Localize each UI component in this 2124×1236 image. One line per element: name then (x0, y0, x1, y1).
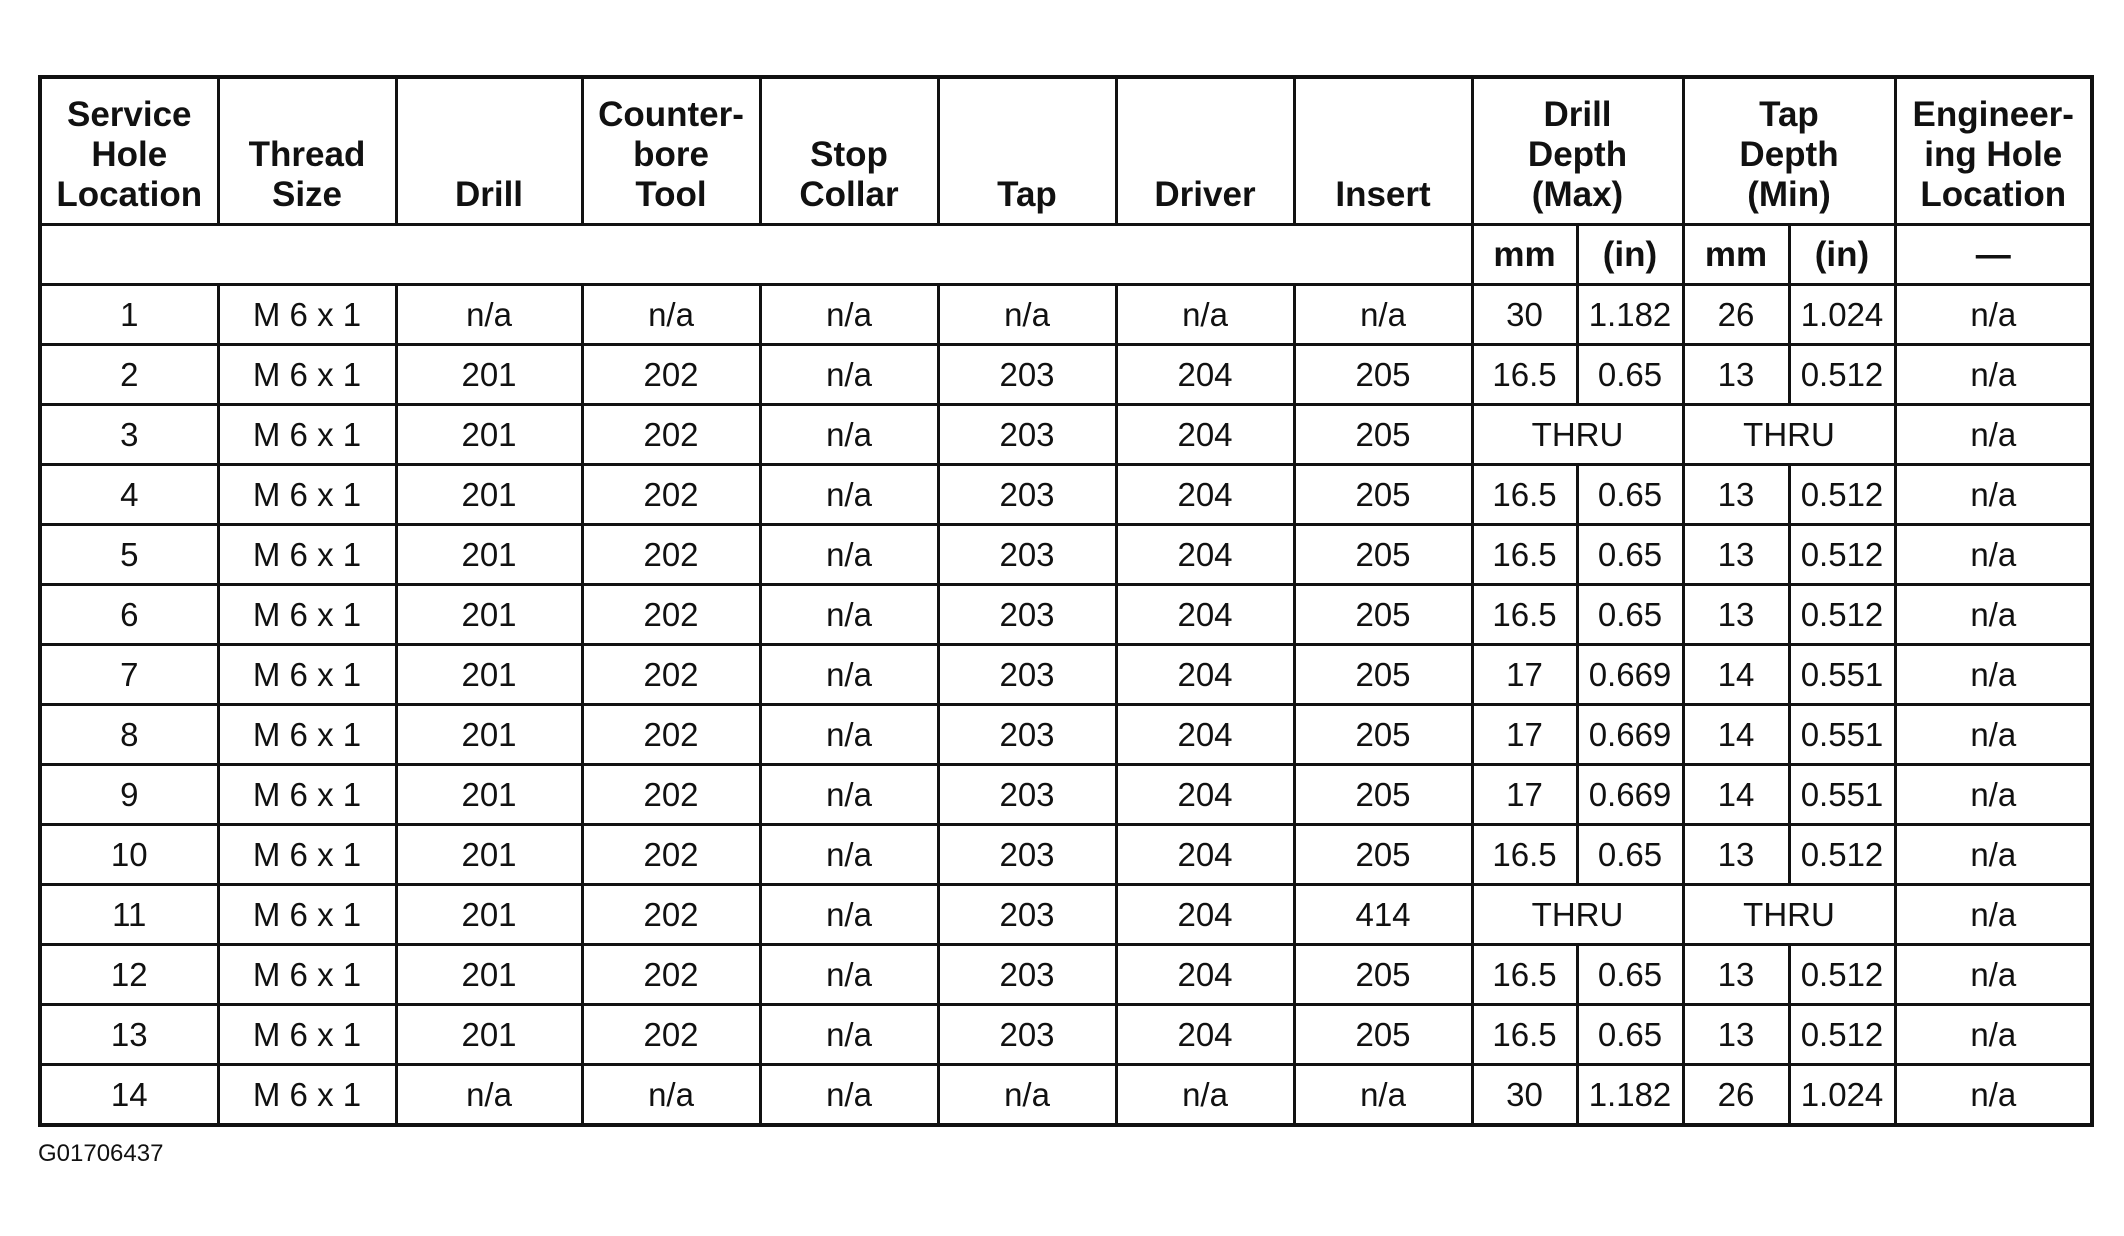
drill-cell: 201 (396, 945, 582, 1005)
driver-cell: 204 (1116, 525, 1294, 585)
stop-collar-cell: n/a (760, 405, 938, 465)
counterbore-tool-cell: n/a (582, 285, 760, 345)
tap-depth-mm-cell: 13 (1683, 945, 1789, 1005)
engineering-hole-location-cell: n/a (1895, 825, 2092, 885)
driver-cell: 204 (1116, 705, 1294, 765)
engineering-hole-location-cell: n/a (1895, 285, 2092, 345)
tap-cell: n/a (938, 1065, 1116, 1126)
engineering-hole-unit (1895, 225, 2092, 285)
drill-depth-mm-cell: 16.5 (1472, 525, 1577, 585)
drill-depth-in-cell: 1.182 (1577, 1065, 1683, 1126)
drill-depth-mm-cell: 16.5 (1472, 345, 1577, 405)
drill-cell: 201 (396, 345, 582, 405)
column-header-engineering-hole-location: Engineer- ing Hole Location (1895, 77, 2092, 225)
header-row (40, 77, 2092, 225)
insert-cell: 205 (1294, 1005, 1472, 1065)
drill-depth-mm-cell: 30 (1472, 285, 1577, 345)
tap-depth-mm-cell: 13 (1683, 825, 1789, 885)
drill-depth-mm-cell: 17 (1472, 645, 1577, 705)
insert-cell: n/a (1294, 1065, 1472, 1126)
insert-cell: 205 (1294, 525, 1472, 585)
service-hole-location-cell: 5 (40, 525, 218, 585)
drill-depth-in-cell: 0.669 (1577, 765, 1683, 825)
stop-collar-cell: n/a (760, 525, 938, 585)
thread-size-cell: M 6 x 1 (218, 585, 396, 645)
service-hole-spec-table (38, 75, 2094, 1127)
drill-depth-mm-cell: 16.5 (1472, 585, 1577, 645)
drill-cell: 201 (396, 1005, 582, 1065)
thread-size-cell: M 6 x 1 (218, 405, 396, 465)
stop-collar-cell: n/a (760, 885, 938, 945)
counterbore-tool-cell: n/a (582, 1065, 760, 1126)
tap-depth-in-cell: 0.512 (1789, 1005, 1895, 1065)
thread-size-cell: M 6 x 1 (218, 765, 396, 825)
tap-cell: 203 (938, 825, 1116, 885)
counterbore-tool-cell: 202 (582, 765, 760, 825)
drill-cell: 201 (396, 705, 582, 765)
counterbore-tool-cell: 202 (582, 585, 760, 645)
column-header-service-hole-location: Service Hole Location (40, 77, 218, 225)
tap-cell: 203 (938, 885, 1116, 945)
drill-depth-in-cell: 0.65 (1577, 525, 1683, 585)
tap-depth-mm-cell: 14 (1683, 765, 1789, 825)
stop-collar-cell: n/a (760, 345, 938, 405)
thread-size-cell: M 6 x 1 (218, 645, 396, 705)
drill-depth-thru-cell: THRU (1472, 405, 1683, 465)
counterbore-tool-cell: 202 (582, 525, 760, 585)
table-row (40, 645, 2092, 705)
driver-cell: 204 (1116, 465, 1294, 525)
table-row (40, 1065, 2092, 1126)
counterbore-tool-cell: 202 (582, 1005, 760, 1065)
tap-depth-in-cell: 1.024 (1789, 285, 1895, 345)
tap-depth-mm-cell: 14 (1683, 645, 1789, 705)
counterbore-tool-cell: 202 (582, 345, 760, 405)
table-row (40, 525, 2092, 585)
table-row (40, 885, 2092, 945)
units-row (40, 225, 2092, 285)
drill-depth-mm-unit: mm (1472, 225, 1577, 285)
units-row-blank-cell (40, 225, 1472, 285)
thread-size-cell: M 6 x 1 (218, 525, 396, 585)
thread-size-cell: M 6 x 1 (218, 465, 396, 525)
service-hole-location-cell: 3 (40, 405, 218, 465)
tap-cell: 203 (938, 705, 1116, 765)
column-header-tap: Tap (938, 77, 1116, 225)
drill-cell: 201 (396, 885, 582, 945)
tap-depth-thru-cell: THRU (1683, 885, 1895, 945)
counterbore-tool-cell: 202 (582, 645, 760, 705)
tap-depth-mm-cell: 13 (1683, 345, 1789, 405)
driver-cell: 204 (1116, 345, 1294, 405)
engineering-hole-location-cell: n/a (1895, 585, 2092, 645)
drill-depth-in-cell: 0.65 (1577, 825, 1683, 885)
drill-cell: 201 (396, 825, 582, 885)
drill-cell: 201 (396, 585, 582, 645)
tap-cell: 203 (938, 645, 1116, 705)
stop-collar-cell: n/a (760, 945, 938, 1005)
service-hole-location-cell: 9 (40, 765, 218, 825)
drill-depth-mm-cell: 16.5 (1472, 945, 1577, 1005)
insert-cell: 205 (1294, 645, 1472, 705)
driver-cell: 204 (1116, 765, 1294, 825)
engineering-hole-location-cell: n/a (1895, 885, 2092, 945)
tap-depth-in-cell: 0.551 (1789, 765, 1895, 825)
column-header-drill-depth-max: Drill Depth (Max) (1472, 77, 1683, 225)
insert-cell: 205 (1294, 345, 1472, 405)
thread-size-cell: M 6 x 1 (218, 705, 396, 765)
tap-depth-in-cell: 0.551 (1789, 705, 1895, 765)
counterbore-tool-cell: 202 (582, 825, 760, 885)
column-header-thread-size: Thread Size (218, 77, 396, 225)
insert-cell: 205 (1294, 825, 1472, 885)
drill-depth-in-cell: 0.669 (1577, 645, 1683, 705)
stop-collar-cell: n/a (760, 705, 938, 765)
drill-cell: n/a (396, 285, 582, 345)
drill-cell: 201 (396, 465, 582, 525)
tap-cell: 203 (938, 405, 1116, 465)
tap-depth-mm-cell: 13 (1683, 1005, 1789, 1065)
insert-cell: 205 (1294, 465, 1472, 525)
tap-depth-in-unit: (in) (1789, 225, 1895, 285)
counterbore-tool-cell: 202 (582, 465, 760, 525)
tap-depth-mm-cell: 14 (1683, 705, 1789, 765)
drill-cell: 201 (396, 525, 582, 585)
tap-depth-in-cell: 0.512 (1789, 945, 1895, 1005)
insert-cell: 205 (1294, 705, 1472, 765)
column-header-drill: Drill (396, 77, 582, 225)
drill-cell: 201 (396, 765, 582, 825)
thread-size-cell: M 6 x 1 (218, 825, 396, 885)
drill-depth-mm-cell: 17 (1472, 765, 1577, 825)
tap-depth-mm-cell: 13 (1683, 465, 1789, 525)
driver-cell: n/a (1116, 1065, 1294, 1126)
driver-cell: 204 (1116, 825, 1294, 885)
insert-cell: 205 (1294, 405, 1472, 465)
tap-cell: 203 (938, 585, 1116, 645)
driver-cell: 204 (1116, 645, 1294, 705)
engineering-hole-location-cell: n/a (1895, 465, 2092, 525)
table-row (40, 465, 2092, 525)
counterbore-tool-cell: 202 (582, 885, 760, 945)
engineering-hole-location-cell: n/a (1895, 765, 2092, 825)
service-hole-location-cell: 10 (40, 825, 218, 885)
tap-cell: 203 (938, 525, 1116, 585)
engineering-hole-location-cell: n/a (1895, 1065, 2092, 1126)
stop-collar-cell: n/a (760, 285, 938, 345)
service-hole-location-cell: 2 (40, 345, 218, 405)
table-body (40, 285, 2092, 1126)
driver-cell: 204 (1116, 1005, 1294, 1065)
drill-cell: 201 (396, 405, 582, 465)
table-row (40, 345, 2092, 405)
tap-depth-mm-cell: 26 (1683, 1065, 1789, 1126)
column-header-stop-collar: Stop Collar (760, 77, 938, 225)
thread-size-cell: M 6 x 1 (218, 1005, 396, 1065)
driver-cell: 204 (1116, 945, 1294, 1005)
insert-cell: 205 (1294, 945, 1472, 1005)
drill-depth-mm-cell: 16.5 (1472, 465, 1577, 525)
drill-depth-thru-cell: THRU (1472, 885, 1683, 945)
service-hole-location-cell: 4 (40, 465, 218, 525)
insert-cell: n/a (1294, 285, 1472, 345)
drill-depth-in-cell: 1.182 (1577, 285, 1683, 345)
service-hole-location-cell: 12 (40, 945, 218, 1005)
drill-depth-in-cell: 0.65 (1577, 345, 1683, 405)
tap-depth-in-cell: 0.512 (1789, 525, 1895, 585)
drill-depth-in-cell: 0.669 (1577, 705, 1683, 765)
table-row (40, 585, 2092, 645)
table-row (40, 285, 2092, 345)
table-row (40, 825, 2092, 885)
tap-cell: 203 (938, 465, 1116, 525)
tap-depth-thru-cell: THRU (1683, 405, 1895, 465)
table-row (40, 945, 2092, 1005)
service-hole-location-cell: 1 (40, 285, 218, 345)
engineering-hole-location-cell: n/a (1895, 345, 2092, 405)
dash-symbol: — (1975, 234, 2011, 274)
driver-cell: 204 (1116, 885, 1294, 945)
engineering-hole-location-cell: n/a (1895, 945, 2092, 1005)
tap-depth-in-cell: 0.512 (1789, 825, 1895, 885)
tap-depth-in-cell: 1.024 (1789, 1065, 1895, 1126)
driver-cell: 204 (1116, 585, 1294, 645)
tap-cell: 203 (938, 945, 1116, 1005)
insert-cell: 414 (1294, 885, 1472, 945)
driver-cell: n/a (1116, 285, 1294, 345)
column-header-counterbore-tool: Counter- bore Tool (582, 77, 760, 225)
tap-depth-mm-unit: mm (1683, 225, 1789, 285)
table-row (40, 765, 2092, 825)
tap-depth-mm-cell: 13 (1683, 525, 1789, 585)
drill-depth-in-cell: 0.65 (1577, 585, 1683, 645)
tap-cell: 203 (938, 1005, 1116, 1065)
stop-collar-cell: n/a (760, 765, 938, 825)
engineering-hole-location-cell: n/a (1895, 405, 2092, 465)
table-row (40, 705, 2092, 765)
tap-depth-in-cell: 0.512 (1789, 345, 1895, 405)
figure-id-label: G01706437 (38, 1140, 164, 1167)
tap-depth-mm-cell: 13 (1683, 585, 1789, 645)
stop-collar-cell: n/a (760, 465, 938, 525)
service-hole-location-cell: 11 (40, 885, 218, 945)
drill-depth-mm-cell: 16.5 (1472, 825, 1577, 885)
service-hole-location-cell: 13 (40, 1005, 218, 1065)
drill-cell: n/a (396, 1065, 582, 1126)
stop-collar-cell: n/a (760, 1005, 938, 1065)
drill-depth-in-cell: 0.65 (1577, 1005, 1683, 1065)
drill-depth-in-unit: (in) (1577, 225, 1683, 285)
tap-cell: 203 (938, 765, 1116, 825)
tap-cell: n/a (938, 285, 1116, 345)
insert-cell: 205 (1294, 765, 1472, 825)
thread-size-cell: M 6 x 1 (218, 285, 396, 345)
thread-size-cell: M 6 x 1 (218, 345, 396, 405)
thread-size-cell: M 6 x 1 (218, 1065, 396, 1126)
table-row (40, 405, 2092, 465)
drill-depth-in-cell: 0.65 (1577, 465, 1683, 525)
service-hole-location-cell: 7 (40, 645, 218, 705)
tap-depth-in-cell: 0.512 (1789, 465, 1895, 525)
drill-depth-mm-cell: 17 (1472, 705, 1577, 765)
stop-collar-cell: n/a (760, 585, 938, 645)
column-header-driver: Driver (1116, 77, 1294, 225)
counterbore-tool-cell: 202 (582, 405, 760, 465)
thread-size-cell: M 6 x 1 (218, 885, 396, 945)
drill-depth-mm-cell: 30 (1472, 1065, 1577, 1126)
driver-cell: 204 (1116, 405, 1294, 465)
drill-depth-mm-cell: 16.5 (1472, 1005, 1577, 1065)
engineering-hole-location-cell: n/a (1895, 645, 2092, 705)
engineering-hole-location-cell: n/a (1895, 1005, 2092, 1065)
tap-depth-in-cell: 0.551 (1789, 645, 1895, 705)
stop-collar-cell: n/a (760, 1065, 938, 1126)
engineering-hole-location-cell: n/a (1895, 525, 2092, 585)
column-header-tap-depth-min: Tap Depth (Min) (1683, 77, 1895, 225)
service-hole-location-cell: 14 (40, 1065, 218, 1126)
tap-cell: 203 (938, 345, 1116, 405)
engineering-hole-location-cell: n/a (1895, 705, 2092, 765)
tap-depth-in-cell: 0.512 (1789, 585, 1895, 645)
table-row (40, 1005, 2092, 1065)
service-hole-location-cell: 8 (40, 705, 218, 765)
drill-cell: 201 (396, 645, 582, 705)
service-hole-location-cell: 6 (40, 585, 218, 645)
stop-collar-cell: n/a (760, 825, 938, 885)
tap-depth-mm-cell: 26 (1683, 285, 1789, 345)
column-header-insert: Insert (1294, 77, 1472, 225)
stop-collar-cell: n/a (760, 645, 938, 705)
counterbore-tool-cell: 202 (582, 705, 760, 765)
thread-size-cell: M 6 x 1 (218, 945, 396, 1005)
insert-cell: 205 (1294, 585, 1472, 645)
counterbore-tool-cell: 202 (582, 945, 760, 1005)
drill-depth-in-cell: 0.65 (1577, 945, 1683, 1005)
